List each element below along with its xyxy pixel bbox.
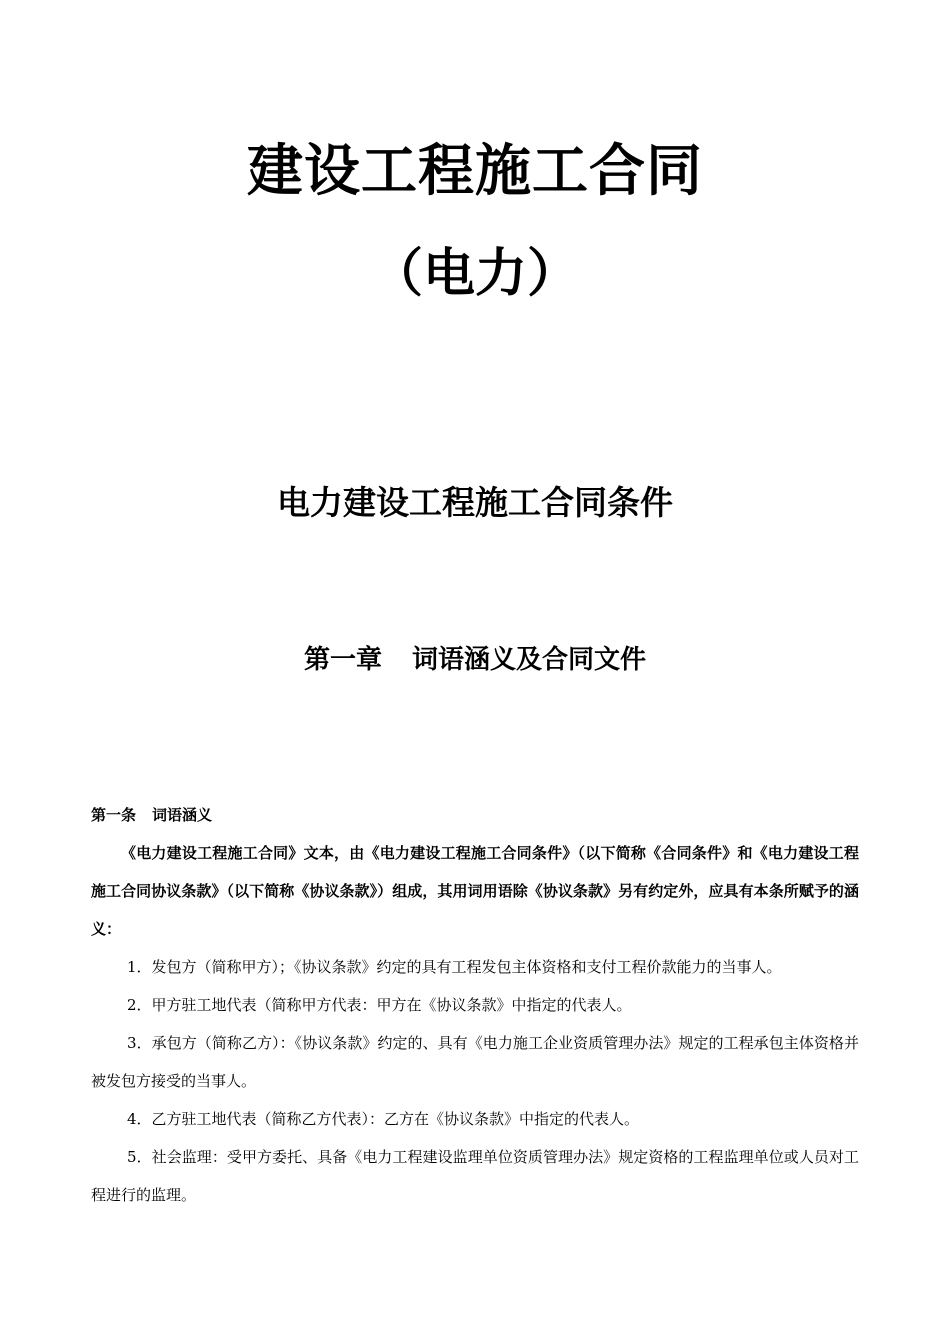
article-intro-paragraph: 《电力建设工程施工合同》文本，由《电力建设工程施工合同条件》（以下简称《合同条件》和《电力建设工程施工合同协议条款》（以下简称《协议条款》）组成，其用词用语除《协议条款》另有约定外，应具有本条所赋予的涵义： xyxy=(91,844,859,938)
article-heading xyxy=(91,796,859,834)
chapter-title xyxy=(0,640,950,680)
chapter-number: 第一章 xyxy=(303,645,382,675)
article-number: 第一条 xyxy=(91,806,137,824)
chapter-name: 词语涵义及合同文件 xyxy=(412,645,647,675)
article-name: 词语涵义 xyxy=(152,806,213,824)
conditions-title: 电力建设工程施工合同条件 xyxy=(277,483,673,522)
definition-item-5: 5．社会监理：受甲方委托、具备《电力工程建设监理单位资质管理办法》规定资格的工程监理单位或人员对工程进行的监理。 xyxy=(91,1148,859,1204)
definition-item-3: 3．承包方（简称乙方）：《协议条款》约定的、具有《电力施工企业资质管理办法》规定的工程承包主体资格并被发包方接受的当事人。 xyxy=(91,1034,859,1090)
contract-title: 建设工程施工合同 xyxy=(247,139,703,204)
contract-subtitle: （电力） xyxy=(370,244,579,304)
definition-item-1: 1．发包方（简称甲方）；《协议条款》约定的具有工程发包主体资格和支付工程价款能力的当事人。 xyxy=(127,958,782,976)
document-body xyxy=(91,796,859,1214)
definition-item-2: 2．甲方驻工地代表（简称甲方代表：甲方在《协议条款》中指定的代表人。 xyxy=(127,996,632,1014)
definition-item-4: 4．乙方驻工地代表（简称乙方代表）：乙方在《协议条款》中指定的代表人。 xyxy=(127,1110,640,1128)
